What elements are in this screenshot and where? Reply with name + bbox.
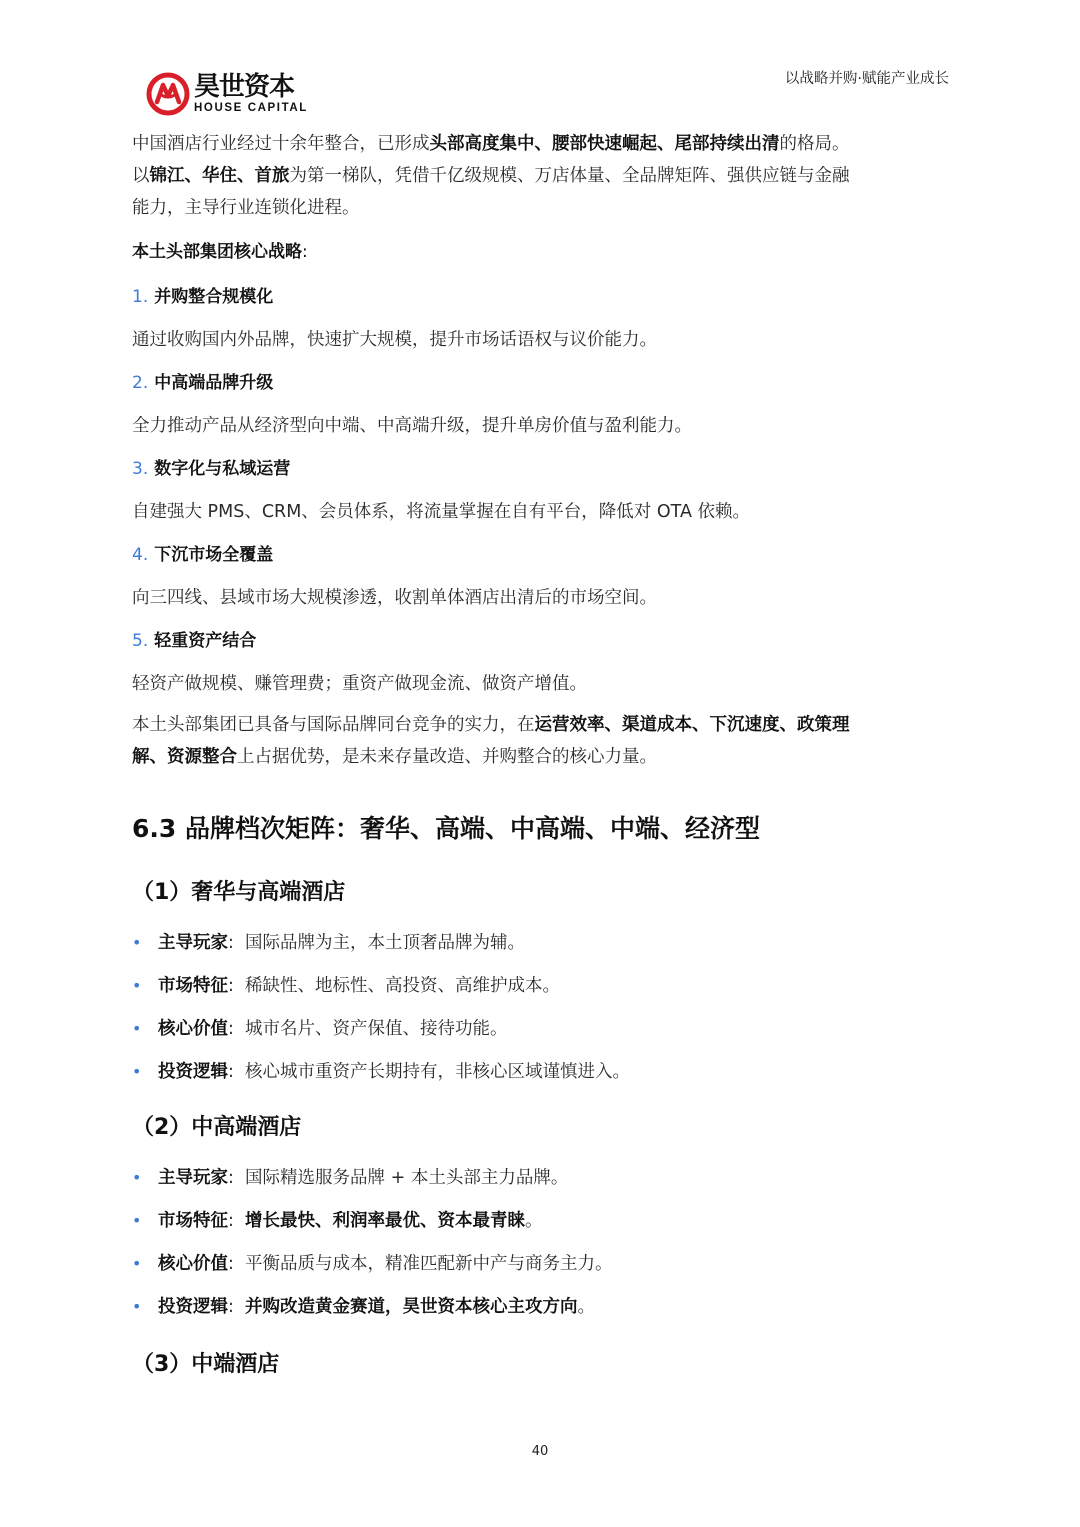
text-run: 中国酒店行业经过十余年整合，已形成 (132, 134, 430, 154)
bold-run: 、 (657, 134, 675, 154)
text-run: 为第一梯队，凭借千亿级规模、万店体量、全品牌矩阵、强供应链与金融 (289, 166, 850, 186)
bullet-key: 市场特征 (158, 1211, 228, 1231)
bullet-item (132, 1250, 952, 1278)
colon: : (228, 1168, 234, 1188)
strategy-item (132, 455, 952, 528)
bullet-key: 市场特征 (158, 976, 228, 996)
subsection-title: （1）奢华与高端酒店 (132, 880, 346, 905)
bullet-dot-icon: • (132, 1019, 142, 1038)
text-run: 上占据优势，是未来存量改造、并购整合的核心力量。 (237, 747, 657, 767)
colon: : (228, 1019, 234, 1039)
luxury-bullet-list (132, 929, 952, 1086)
strategy-heading-text: 本土头部集团核心战略 (132, 242, 302, 262)
bullet-key: 投资逻辑 (158, 1297, 228, 1317)
item-number: 1. (132, 287, 149, 307)
bullet-tail: 。 (577, 1297, 596, 1317)
bullet-key: 主导玩家 (158, 1168, 228, 1188)
item-title-text: 下沉市场全覆盖 (154, 545, 274, 565)
bullet-key: 投资逻辑 (158, 1062, 228, 1082)
strategy-item-desc: 通过收购国内外品牌，快速扩大规模，提升市场话语权与议价能力。 (132, 330, 657, 350)
strategy-list (132, 283, 952, 700)
bullet-item (132, 1207, 952, 1235)
bullet-key: 核心价值 (158, 1019, 228, 1039)
text-run: 本土头部集团已具备与国际品牌同台竞争的实力，在 (132, 715, 535, 735)
bullet-item (132, 1015, 952, 1043)
item-number: 2. (132, 373, 149, 393)
subsection-title: （2）中高端酒店 (132, 1115, 302, 1140)
page-number: 40 (531, 1444, 549, 1459)
item-title-text: 轻重资产结合 (154, 631, 257, 651)
bullet-dot-icon: • (132, 933, 142, 952)
strategy-item-title (132, 283, 952, 311)
strategy-heading (132, 238, 952, 266)
item-number: 5. (132, 631, 149, 651)
intro-line (132, 160, 952, 192)
item-title-text: 数字化与私域运营 (154, 459, 291, 479)
bullet-item (132, 972, 952, 1000)
intro-paragraph (132, 128, 952, 224)
strategy-item-desc: 向三四线、县域市场大规模渗透，收割单体酒店出清后的市场空间。 (132, 588, 657, 608)
bullet-item (132, 1164, 952, 1192)
colon: : (228, 933, 234, 953)
bullet-text: 国际精选服务品牌 + 本土头部主力品牌。 (245, 1168, 569, 1188)
strategy-item-title (132, 627, 952, 655)
page-content (132, 128, 952, 1383)
intro-line (132, 128, 952, 160)
item-number: 4. (132, 545, 149, 565)
bullet-dot-icon: • (132, 1211, 142, 1230)
colon: : (302, 242, 308, 262)
bullet-text: 国际品牌为主，本土顶奢品牌为辅。 (245, 933, 526, 953)
logo-english-name: HOUSE CAPITAL (194, 102, 308, 114)
colon: : (228, 1297, 234, 1317)
house-capital-logo-mark-icon (146, 72, 190, 116)
bullet-text: 平衡品质与成本，精准匹配新中产与商务主力。 (245, 1254, 613, 1274)
bullet-text: 核心城市重资产长期持有，非核心区域谨慎进入。 (245, 1062, 631, 1082)
bullet-key: 核心价值 (158, 1254, 228, 1274)
page-header (0, 0, 1080, 125)
strategy-item-title (132, 369, 952, 397)
bullet-dot-icon: • (132, 1062, 142, 1081)
bullet-text: 稀缺性、地标性、高投资、高维护成本。 (245, 976, 561, 996)
bold-run: 、 (534, 134, 552, 154)
strategy-item (132, 369, 952, 442)
strategy-item-desc: 全力推动产品从经济型向中端、中高端升级，提升单房价值与盈利能力。 (132, 416, 692, 436)
bullet-dot-icon: • (132, 1297, 142, 1316)
bullet-dot-icon: • (132, 1254, 142, 1273)
conclusion-paragraph (132, 709, 952, 773)
header-slogan: 以战略并购·赋能产业成长 (784, 71, 949, 87)
bullet-item (132, 929, 952, 957)
colon: : (228, 1062, 234, 1082)
bold-run: 锦江、华住、首旅 (149, 166, 290, 186)
item-title-text: 中高端品牌升级 (154, 373, 274, 393)
bullet-key: 主导玩家 (158, 933, 228, 953)
conclusion-line (132, 709, 952, 741)
text-run: 以 (132, 166, 150, 186)
item-number: 3. (132, 459, 149, 479)
text-run: 的格局。 (779, 134, 850, 154)
bullet-item (132, 1293, 952, 1321)
strategy-item (132, 541, 952, 614)
subsection-title: （3）中端酒店 (132, 1352, 280, 1377)
strategy-item-title (132, 455, 952, 483)
logo-chinese-name: 昊世资本 (194, 72, 295, 102)
conclusion-line (132, 741, 952, 773)
bold-run: 尾部持续出清 (674, 134, 780, 154)
bullet-text: 增长最快、利润率最优、资本最青睐 (245, 1211, 526, 1231)
item-title-text: 并购整合规模化 (154, 287, 274, 307)
bullet-text: 并购改造黄金赛道，昊世资本核心主攻方向 (245, 1297, 578, 1317)
bold-run: 运营效率、渠道成本、下沉速度、政策理 (534, 715, 850, 735)
strategy-item-title (132, 541, 952, 569)
bullet-dot-icon: • (132, 976, 142, 995)
strategy-item (132, 627, 952, 700)
bold-run: 头部高度集中 (429, 134, 535, 154)
upper-mid-bullet-list (132, 1164, 952, 1321)
bold-run: 腰部快速崛起 (552, 134, 657, 154)
colon: : (228, 1211, 234, 1231)
bullet-text: 城市名片、资产保值、接待功能。 (245, 1019, 508, 1039)
house-capital-logo (146, 72, 316, 118)
bullet-item (132, 1058, 952, 1086)
intro-line: 能力，主导行业连锁化进程。 (132, 198, 360, 218)
colon: : (228, 976, 234, 996)
section-title: 6.3 品牌档次矩阵：奢华、高端、中高端、中端、经济型 (132, 814, 760, 843)
colon: : (228, 1254, 234, 1274)
strategy-item (132, 283, 952, 356)
bullet-tail: 。 (525, 1211, 543, 1231)
bold-run: 解、资源整合 (132, 747, 237, 767)
strategy-item-desc: 自建强大 PMS、CRM、会员体系，将流量掌握在自有平台，降低对 OTA 依赖。 (132, 502, 751, 522)
bullet-dot-icon: • (132, 1168, 142, 1187)
strategy-item-desc: 轻资产做规模、赚管理费；重资产做现金流、做资产增值。 (132, 674, 587, 694)
